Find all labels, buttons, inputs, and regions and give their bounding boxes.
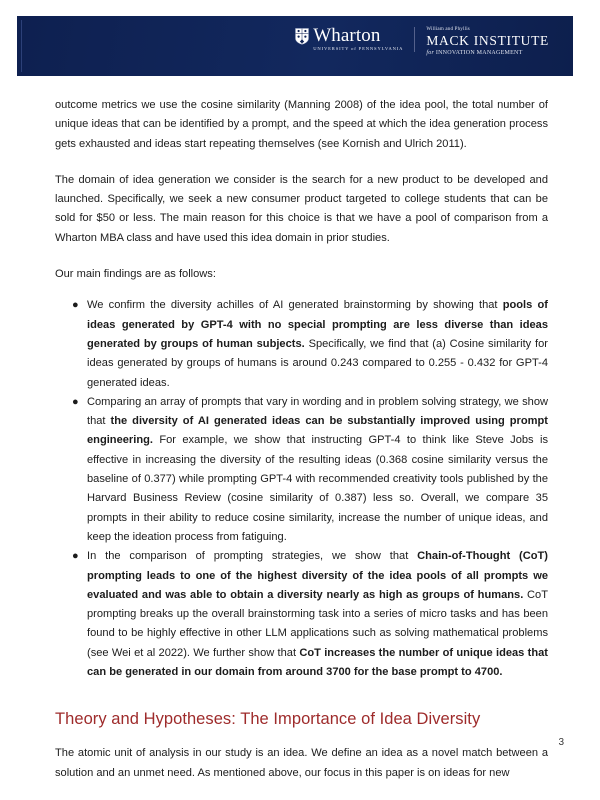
finding-bold-2a: the diversity of AI generated ideas can be substantially improved using prompt engineering. <box>87 415 548 447</box>
finding-text-1b: Specifically, we find that (a) Cosine similarity for ideas generated by groups of humans is around 0.243 compared to 0.255 - 0.432 for GPT-4 generated ideas. <box>87 337 548 389</box>
mack-wordmark: MACK INSTITUTE <box>426 33 549 48</box>
bullet-icon: ● <box>72 299 79 312</box>
list-item <box>55 393 548 547</box>
bullet-icon: ● <box>72 550 79 563</box>
wharton-shield-icon <box>295 28 309 45</box>
finding-text-3a: In the comparison of prompting strategies, we show that <box>87 550 418 563</box>
wharton-wordmark: Wharton <box>313 25 381 46</box>
finding-text-3b: CoT prompting breaks up the overall brainstorming task into a series of micro tasks and has been found to be highly effective in other LLM applications such as solving mathematical problems (see Wei et al 2022). We further show that <box>87 588 548 659</box>
finding-text-2a: Comparing an array of prompts that vary in wording and in problem solving strategy, we show that <box>87 395 548 428</box>
finding-bold-1a: pools of ideas generated by GPT-4 with no special prompting are less diverse than ideas generated by groups of human subjects. <box>87 299 548 350</box>
list-item <box>55 296 548 392</box>
paragraph-findings-intro: Our main findings are as follows: <box>55 268 216 281</box>
mack-tagline-prefix: for <box>426 49 436 56</box>
logo-divider <box>414 27 415 52</box>
mack-tagline <box>426 50 549 56</box>
mack-institute-logo <box>426 25 549 56</box>
paragraph-idea-domain: The domain of idea generation we consider is the search for a new product to be developed and launched. Specifically, we seek a new consumer product targeted to college students that can be sold for $50 or less. The main reason for this choice is that we have a pool of comparison from a Wharton MBA class and have used this idea domain in prior studies. <box>55 173 548 244</box>
finding-text-2b: For example, we show that instructing GPT-4 to think like Steve Jobs is effective in increasing the diversity of the resulting ideas (0.368 cosine similarity versus the baseline of 0.377) while prompting GPT-4 with recommended creativity tools published by the Harvard Business Review (cosine similarity of 0.387) less so. Overall, we compare 35 prompts in their ability to reduce cosine similarity, increase the number of unique ideas, and keep the ideation process from fatiguing. <box>87 434 548 543</box>
page-title: Theory and Hypotheses: The Importance of Idea Diversity <box>55 710 481 729</box>
paragraph-atomic-unit: The atomic unit of analysis in our study is an idea. We define an idea as a novel match between a solution and an unmet need. As mentioned above, our focus in this paper is on ideas for new <box>55 747 548 779</box>
main-findings-list <box>55 296 548 682</box>
wharton-logo <box>295 25 403 52</box>
finding-text-1a: We confirm the diversity achilles of AI generated brainstorming by showing that <box>87 299 503 312</box>
header-logo-group <box>295 25 549 56</box>
document-body <box>55 96 548 800</box>
finding-bold-3b: CoT increases the number of unique ideas that can be generated in our domain from around 3700 for the base prompt to 4700. <box>87 646 548 679</box>
list-item <box>55 547 548 682</box>
page-number: 3 <box>558 737 564 748</box>
bullet-icon: ● <box>72 395 79 408</box>
mack-donor-line: William and Phyllis <box>426 27 470 32</box>
page-header-banner <box>17 16 573 76</box>
wharton-tagline: UNIVERSITY of PENNSYLVANIA <box>313 46 404 51</box>
mack-tagline-main: INNOVATION MANAGEMENT <box>435 49 523 56</box>
paragraph-outcome-metrics: outcome metrics we use the cosine similarity (Manning 2008) of the idea pool, the total number of unique ideas that can be identified by a prompt, and the speed at which the idea generation process gets exhausted and ideas start repeating themselves (see Kornish and Ulrich 2011). <box>55 99 548 150</box>
finding-bold-3a: Chain-of-Thought (CoT) prompting leads to one of the highest diversity of the idea pools of all prompts we evaluated and was able to obtain a diversity nearly as high as groups of humans. <box>87 550 548 601</box>
